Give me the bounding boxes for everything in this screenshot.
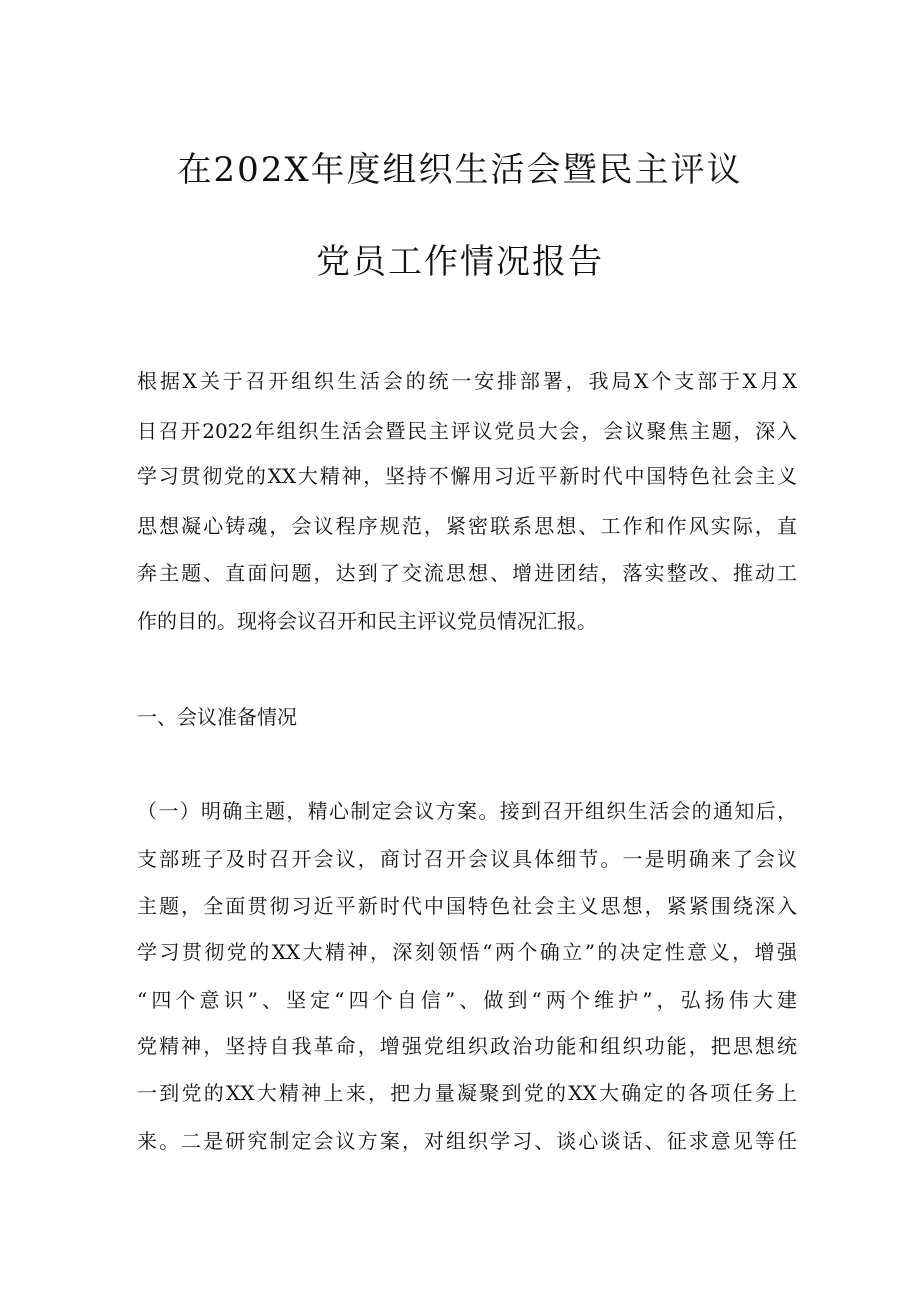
- document-title-line-2: 党员工作情况报告: [316, 242, 604, 282]
- section-line-3: 主题，全面贯彻习近平新时代中国特色社会主义思想，紧紧围绕深入: [137, 894, 797, 918]
- section-line-5: “四个意识”、坚定“四个自信”、做到“两个维护”，弘扬伟大建: [137, 988, 797, 1012]
- section-line-2: 支部班子及时召开会议，商讨召开会议具体细节。一是明确来了会议: [137, 847, 797, 871]
- section-heading: 一、会议准备情况: [137, 705, 297, 729]
- section-line-4: 学习贯彻党的XX大精神，深刻领悟“两个确立”的决定性意义，增强: [137, 940, 797, 964]
- section-line-1: （一）明确主题，精心制定会议方案。接到召开组织生活会的通知后，: [137, 799, 797, 823]
- intro-line-4: 思想凝心铸魂，会议程序规范，紧密联系思想、工作和作风实际，直: [137, 514, 797, 538]
- intro-line-3: 学习贯彻党的XX大精神，坚持不懈用习近平新时代中国特色社会主义: [137, 464, 797, 488]
- section-line-6: 党精神，坚持自我革命，增强党组织政治功能和组织功能，把思想统: [137, 1034, 797, 1058]
- section-line-7: 一到党的XX大精神上来，把力量凝聚到党的XX大确定的各项任务上: [137, 1081, 797, 1105]
- intro-line-2: 日召开2022年组织生活会暨民主评议党员大会，会议聚焦主题，深入: [137, 419, 797, 443]
- intro-line-1: 根据X关于召开组织生活会的统一安排部署，我局X个支部于X月X: [137, 369, 797, 393]
- section-line-8: 来。二是研究制定会议方案，对组织学习、谈心谈话、征求意见等任: [137, 1129, 797, 1153]
- intro-line-5: 奔主题、直面问题，达到了交流思想、增进团结，落实整改、推动工: [137, 561, 797, 585]
- document-title-line-1: 在202X年度组织生活会暨民主评议: [177, 150, 743, 190]
- intro-line-6: 作的目的。现将会议召开和民主评议党员情况汇报。: [137, 609, 597, 633]
